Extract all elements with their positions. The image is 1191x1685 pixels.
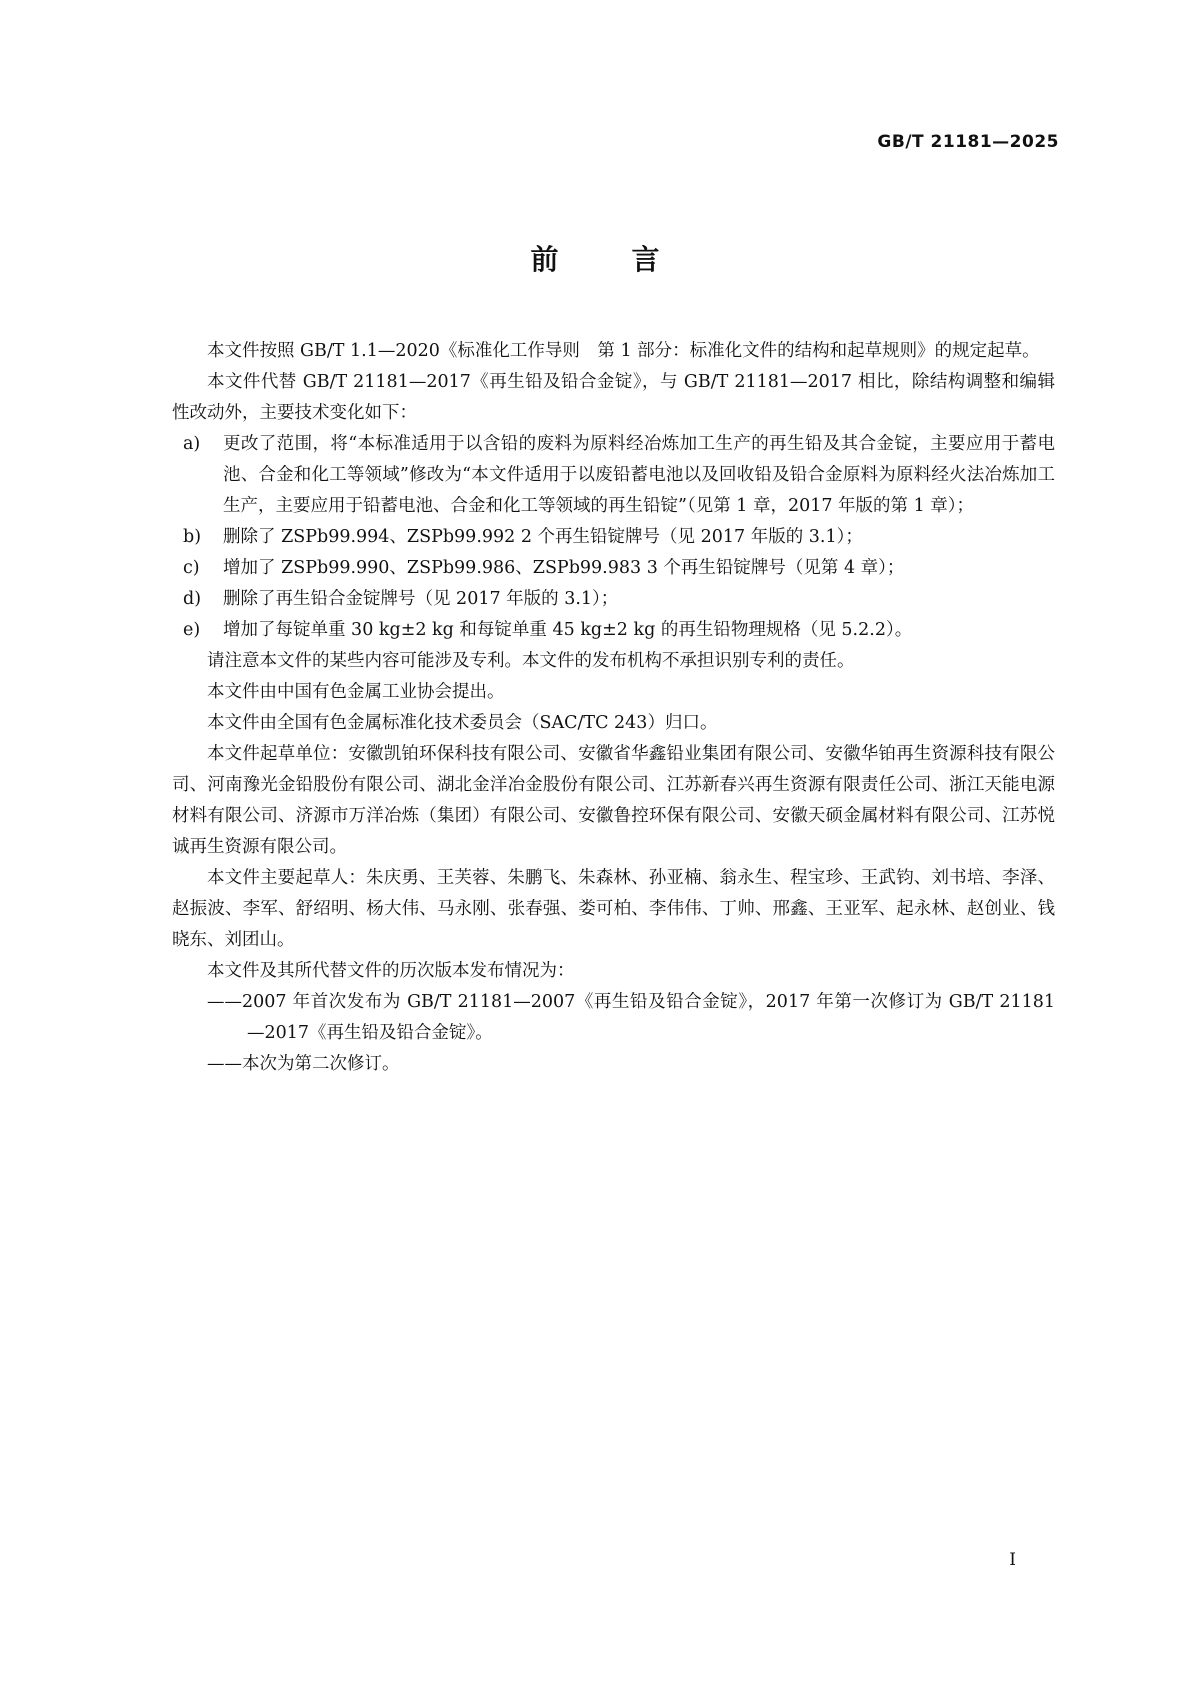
paragraph-drafters: 本文件主要起草人：朱庆勇、王芙蓉、朱鹏飞、朱森林、孙亚楠、翁永生、程宝珍、王武钧、刘书培、李泽、赵振波、李军、舒绍明、杨大伟、马永刚、张春强、娄可柏、李伟伟、丁帅、邢鑫、王亚军、起永林、赵创业、钱晓东、刘团山。 <box>172 868 1055 950</box>
page-title <box>0 238 1191 278</box>
change-item-text: 删除了 ZSPb99.994、ZSPb99.992 2 个再生铅锭牌号（见 2017 年版的 3.1）； <box>223 527 863 547</box>
history-item: ——2007 年首次发布为 GB/T 21181—2007《再生铅及铅合金锭》，2017 年第一次修订为 GB/T 21181—2017《再生铅及铅合金锭》。 <box>207 992 1055 1043</box>
paragraph-drafting-units: 本文件起草单位：安徽凯铂环保科技有限公司、安徽省华鑫铅业集团有限公司、安徽华铂再生资源科技有限公司、河南豫光金铅股份有限公司、湖北金洋冶金股份有限公司、江苏新春兴再生资源有限责任公司、浙江天能电源材料有限公司、济源市万洋冶炼（集团）有限公司、安徽鲁控环保有限公司、安徽天硕金属材料有限公司、江苏悦诚再生资源有限公司。 <box>172 744 1055 857</box>
change-item <box>172 522 1055 553</box>
change-item-label: e) <box>183 620 201 640</box>
change-item <box>172 429 1055 522</box>
paragraph-replacement: 本文件代替 GB/T 21181—2017《再生铅及铅合金锭》，与 GB/T 21181—2017 相比，除结构调整和编辑性改动外，主要技术变化如下： <box>172 372 1055 423</box>
paragraph-managed-by: 本文件由全国有色金属标准化技术委员会（SAC/TC 243）归口。 <box>207 713 718 733</box>
paragraph-proposed-by: 本文件由中国有色金属工业协会提出。 <box>207 682 505 702</box>
change-item-label: d) <box>183 589 202 609</box>
standard-number: GB/T 21181—2025 <box>877 132 1059 152</box>
title-char-1: 前 <box>530 243 560 276</box>
change-item-label: c) <box>183 558 200 578</box>
page-number: I <box>1009 1550 1016 1570</box>
paragraph-history-intro: 本文件及其所代替文件的历次版本发布情况为： <box>207 961 575 981</box>
change-item-label: b) <box>183 527 202 547</box>
change-item-text: 增加了每锭单重 30 kg±2 kg 和每锭单重 45 kg±2 kg 的再生铅物理规格（见 5.2.2）。 <box>223 620 913 640</box>
change-item-text: 更改了范围，将“本标准适用于以含铅的废料为原料经冶炼加工生产的再生铅及其合金锭，主要应用于蓄电池、合金和化工等领域”修改为“本文件适用于以废铅蓄电池以及回收铅及铅合金原料为原料经火法冶炼加工生产，主要应用于铅蓄电池、合金和化工等领域的再生铅锭”（见第 1 章，2017 年版的第 1 章）； <box>223 434 1055 516</box>
title-char-2: 言 <box>631 243 661 276</box>
paragraph-drafting-basis: 本文件按照 GB/T 1.1—2020《标准化工作导则 第 1 部分：标准化文件的结构和起草规则》的规定起草。 <box>207 341 1040 361</box>
foreword-body <box>172 336 1055 1080</box>
history-item: ——本次为第二次修订。 <box>207 1054 400 1074</box>
change-item <box>172 553 1055 584</box>
change-item-text: 增加了 ZSPb99.990、ZSPb99.986、ZSPb99.983 3 个再生铅锭牌号（见第 4 章）； <box>223 558 905 578</box>
change-item <box>172 584 1055 615</box>
change-item-label: a) <box>183 434 201 454</box>
paragraph-patent-notice: 请注意本文件的某些内容可能涉及专利。本文件的发布机构不承担识别专利的责任。 <box>207 651 855 671</box>
change-item-text: 删除了再生铅合金锭牌号（见 2017 年版的 3.1）； <box>223 589 619 609</box>
change-item <box>172 615 1055 646</box>
